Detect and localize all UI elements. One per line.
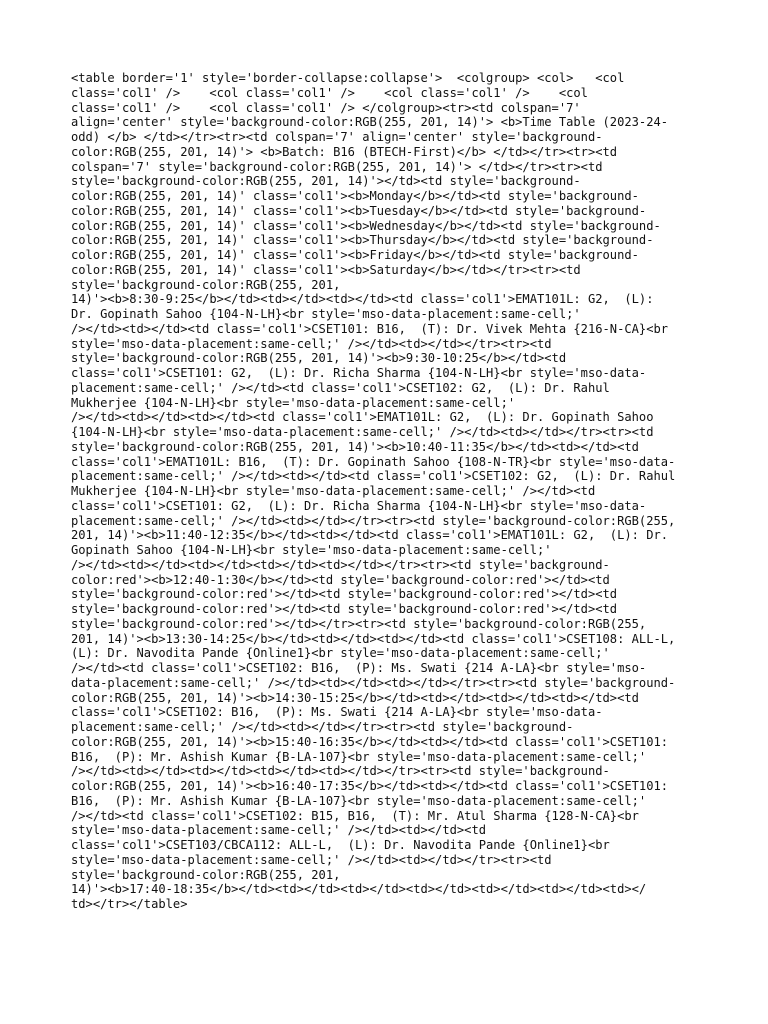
- source-line: style='background-color:red'></td><td style='background-color:red'></td><td: [71, 587, 618, 602]
- source-line: color:RGB(255, 201, 14)' class='col1'><b>Wednesday</b></td><td style='background-: [71, 218, 661, 233]
- source-line: color:RGB(255, 201, 14)'><b>15:40-16:35</b></td><td></td><td class='col1'>CSET101:: [71, 734, 669, 749]
- source-line: /></td><td class='col1'>CSET102: B15, B16, (T): Mr. Atul Sharma {128-N-CA}<br: [71, 808, 639, 823]
- source-line: style='background-color:RGB(255, 201, 14)'><b>9:30-10:25</b></td><td: [71, 351, 567, 366]
- source-line: <table border='1' style='border-collapse:collapse'> <colgroup> <col> <col: [71, 71, 625, 85]
- source-line: class='col1'>EMAT101L: B16, (T): Dr. Gopinath Sahoo {108-N-TR}<br style='mso-data-: [71, 454, 676, 469]
- source-line: Dr. Gopinath Sahoo {104-N-LH}<br style='mso-data-placement:same-cell;': [71, 307, 581, 321]
- source-line: placement:same-cell;' /></td><td></td></tr><tr><td style='background-color:RGB(255,: [71, 513, 676, 528]
- source-line: color:red'><b>12:40-1:30</b></td><td style='background-color:red'></td><td: [71, 572, 610, 587]
- source-line: color:RGB(255, 201, 14)'> <b>Batch: B16 (BTECH-First)</b> </td></tr><tr><td: [71, 144, 618, 159]
- source-line: odd) </b> </td></tr><tr><td colspan='7' align='center' style='background-: [71, 130, 603, 144]
- source-line: class='col1' /> <col class='col1' /> </colgroup><tr><td colspan='7': [71, 100, 581, 115]
- source-line: color:RGB(255, 201, 14)' class='col1'><b>Friday</b></td><td style='background-: [71, 248, 639, 262]
- source-line: style='mso-data-placement:same-cell;' /></td><td></td><td: [71, 823, 487, 838]
- html-source-text: [71, 71, 711, 912]
- source-line: /></td><td></td><td></td><td class='col1'>EMAT101L: G2, (L): Dr. Gopinath Sahoo: [71, 410, 654, 425]
- source-line: align='center' style='background-color:RGB(255, 201, 14)'> <b>Time Table (2023-24-: [71, 115, 669, 130]
- source-line: B16, (P): Mr. Ashish Kumar {B-LA-107}<br style='mso-data-placement:same-cell;': [71, 749, 647, 764]
- source-line: style='background-color:RGB(255, 201,: [71, 277, 341, 292]
- source-line: style='mso-data-placement:same-cell;' /></td><td></td></tr><tr><td: [71, 852, 552, 867]
- source-line: style='mso-data-placement:same-cell;' /></td><td></td></tr><tr><td: [71, 336, 552, 351]
- source-line: style='background-color:RGB(255, 201,: [71, 867, 341, 882]
- source-line: placement:same-cell;' /></td><td></td><td class='col1'>CSET102: G2, (L): Dr. Rahul: [71, 469, 676, 484]
- source-line: color:RGB(255, 201, 14)' class='col1'><b>Tuesday</b></td><td style='background-: [71, 203, 647, 218]
- source-line: (L): Dr. Navodita Pande {Online1}<br style='mso-data-placement:same-cell;': [71, 646, 610, 661]
- source-line: Gopinath Sahoo {104-N-LH}<br style='mso-data-placement:same-cell;': [71, 543, 552, 557]
- source-line: {104-N-LH}<br style='mso-data-placement:same-cell;' /></td><td></td></tr><tr><td: [71, 425, 654, 439]
- source-line: 201, 14)'><b>11:40-12:35</b></td><td></td><td class='col1'>EMAT101L: G2, (L): Dr.: [71, 528, 669, 543]
- source-line: color:RGB(255, 201, 14)' class='col1'><b>Monday</b></td><td style='background-: [71, 189, 639, 203]
- source-line: color:RGB(255, 201, 14)'><b>14:30-15:25</b></td><td></td><td></td><td></td><td: [71, 690, 639, 705]
- source-line: class='col1' /> <col class='col1' /> <col class='col1' /> <col: [71, 85, 588, 100]
- source-line: style='background-color:RGB(255, 201, 14)'></td><td style='background-: [71, 174, 581, 189]
- source-line: /></td><td class='col1'>CSET102: B16, (P): Ms. Swati {214 A-LA}<br style='mso-: [71, 661, 647, 675]
- source-line: color:RGB(255, 201, 14)'><b>16:40-17:35</b></td><td></td><td class='col1'>CSET101:: [71, 779, 669, 793]
- source-line: color:RGB(255, 201, 14)' class='col1'><b>Saturday</b></td></tr><tr><td: [71, 262, 581, 277]
- source-line: /></td><td></td><td></td><td></td><td></td></tr><tr><td style='background-: [71, 764, 610, 779]
- source-line: style='background-color:RGB(255, 201, 14)'><b>10:40-11:35</b></td><td></td><td: [71, 439, 639, 454]
- source-line: class='col1'>CSET103/CBCA112: ALL-L, (L): Dr. Navodita Pande {Online1}<br: [71, 838, 610, 852]
- source-line: class='col1'>CSET101: G2, (L): Dr. Richa Sharma {104-N-LH}<br style='mso-data-: [71, 498, 647, 513]
- source-line: color:RGB(255, 201, 14)' class='col1'><b>Thursday</b></td><td style='background-: [71, 233, 654, 248]
- source-line: style='background-color:red'></td></tr><tr><td style='background-color:RGB(255,: [71, 616, 647, 631]
- source-line: 201, 14)'><b>13:30-14:25</b></td><td></td><td></td><td class='col1'>CSET108: ALL-L,: [71, 631, 676, 646]
- source-line: style='background-color:red'></td><td style='background-color:red'></td><td: [71, 602, 618, 616]
- source-line: td></tr></table>: [71, 897, 188, 911]
- source-line: /></td><td></td><td class='col1'>CSET101: B16, (T): Dr. Vivek Mehta {216-N-CA}<br: [71, 321, 669, 336]
- source-line: /></td><td></td><td></td><td></td><td></td></tr><tr><td style='background-: [71, 557, 610, 572]
- source-line: class='col1'>CSET102: B16, (P): Ms. Swati {214 A-LA}<br style='mso-data-: [71, 705, 603, 720]
- source-line: 14)'><b>17:40-18:35</b></td><td></td><td></td><td></td><td></td><td></td><td></: [71, 882, 647, 897]
- source-line: colspan='7' style='background-color:RGB(255, 201, 14)'> </td></tr><tr><td: [71, 159, 603, 174]
- source-line: 14)'><b>8:30-9:25</b></td><td></td><td></td><td class='col1'>EMAT101L: G2, (L):: [71, 292, 654, 307]
- source-line: Mukherjee {104-N-LH}<br style='mso-data-placement:same-cell;' /></td><td: [71, 484, 596, 498]
- source-line: class='col1'>CSET101: G2, (L): Dr. Richa Sharma {104-N-LH}<br style='mso-data-: [71, 366, 647, 380]
- source-line: B16, (P): Mr. Ashish Kumar {B-LA-107}<br style='mso-data-placement:same-cell;': [71, 793, 647, 808]
- source-line: data-placement:same-cell;' /></td><td></td><td></td></tr><tr><td style='background-: [71, 675, 676, 690]
- source-line: Mukherjee {104-N-LH}<br style='mso-data-placement:same-cell;': [71, 395, 516, 410]
- source-line: placement:same-cell;' /></td><td></td></tr><tr><td style='background-: [71, 720, 574, 734]
- source-line: placement:same-cell;' /></td><td class='col1'>CSET102: G2, (L): Dr. Rahul: [71, 380, 610, 395]
